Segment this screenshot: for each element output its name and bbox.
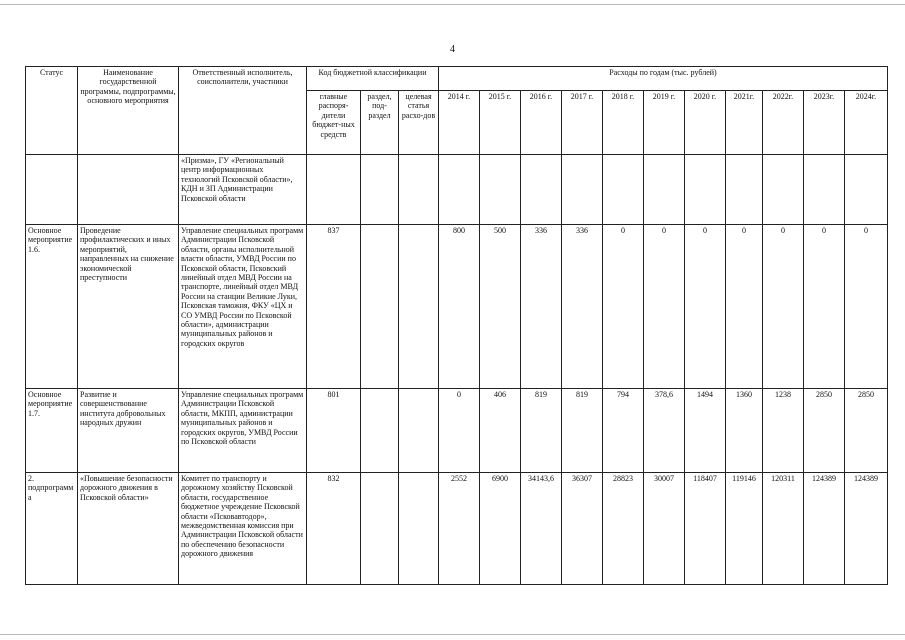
header-status: Статус	[26, 67, 78, 155]
page-number: 4	[450, 44, 455, 55]
cell-value: 406	[480, 389, 521, 473]
cell-value: 819	[562, 389, 603, 473]
header-name: Наименование государственной программы, подпрограммы, основного мероприятия	[78, 67, 179, 155]
cell-value: 118407	[685, 473, 726, 585]
budget-table	[25, 66, 888, 585]
header-expenses: Расходы по годам (тыс. рублей)	[439, 67, 888, 91]
header-year: 2014 г.	[439, 91, 480, 155]
cell-name: «Повышение безопасности дорожного движения в Псковской области»	[78, 473, 179, 585]
table-row	[26, 225, 888, 389]
cell-article	[399, 389, 439, 473]
header-section: раздел, под-раздел	[361, 91, 399, 155]
header-year: 2016 г.	[521, 91, 562, 155]
header-year: 2023г.	[804, 91, 845, 155]
cell-section	[361, 473, 399, 585]
cell-name	[78, 155, 179, 225]
cell-value: 794	[603, 389, 644, 473]
cell-grbs	[307, 155, 361, 225]
cell-executor: Управление специальных программ Администрации Псковской области, МКПП, администрации муниципальных районов и городских округов, УМВД России по Псковской области	[179, 389, 307, 473]
cell-executor: Комитет по транспорту и дорожному хозяйству Псковской области, государственное бюджетное учреждение Псковской области «Псковавтодор», межведомственная комиссия при Администрации Псковской области по обеспечению безопасности дорожного движения	[179, 473, 307, 585]
cell-section	[361, 225, 399, 389]
cell-grbs: 837	[307, 225, 361, 389]
cell-value: 36307	[562, 473, 603, 585]
cell-value: 0	[439, 389, 480, 473]
cell-value	[845, 155, 888, 225]
cell-value: 124389	[845, 473, 888, 585]
cell-value: 1360	[726, 389, 763, 473]
table-row	[26, 473, 888, 585]
cell-status: Основное мероприятие 1.7.	[26, 389, 78, 473]
cell-value	[603, 155, 644, 225]
header-year: 2021г.	[726, 91, 763, 155]
cell-value: 0	[644, 225, 685, 389]
cell-value	[644, 155, 685, 225]
cell-value: 0	[845, 225, 888, 389]
header-year: 2022г.	[763, 91, 804, 155]
header-year: 2019 г.	[644, 91, 685, 155]
cell-value: 2552	[439, 473, 480, 585]
cell-value: 28823	[603, 473, 644, 585]
cell-section	[361, 389, 399, 473]
cell-value: 2850	[804, 389, 845, 473]
header-year: 2017 г.	[562, 91, 603, 155]
cell-value: 500	[480, 225, 521, 389]
cell-value: 124389	[804, 473, 845, 585]
top-edge-line	[0, 4, 905, 5]
cell-value: 819	[521, 389, 562, 473]
header-grbs: главные распоря-дители бюджет-ных средств	[307, 91, 361, 155]
cell-status: 2. подпрограмма	[26, 473, 78, 585]
cell-value: 0	[726, 225, 763, 389]
header-year: 2015 г.	[480, 91, 521, 155]
table-row	[26, 389, 888, 473]
cell-name: Проведение профилактических и иных мероприятий, направленных на снижение экономической преступности	[78, 225, 179, 389]
cell-value: 30007	[644, 473, 685, 585]
cell-value: 119146	[726, 473, 763, 585]
header-executor: Ответственный исполнитель, соисполнители, участники	[179, 67, 307, 155]
cell-value: 378,6	[644, 389, 685, 473]
cell-value: 6900	[480, 473, 521, 585]
cell-name: Развитие и совершенствование института добровольных народных дружин	[78, 389, 179, 473]
cell-section	[361, 155, 399, 225]
cell-executor: Управление специальных программ Администрации Псковской области, органы исполнительной власти области, УМВД России по Псковской области, Псковский линейный отдел МВД России на транспорте, линейный отдел МВД России на станции Великие Луки, Псковская таможня, ФКУ «ЦХ и СО УМВД России по Псковской области», администрации муниципальных районов и городских округов	[179, 225, 307, 389]
cell-value	[804, 155, 845, 225]
header-year: 2018 г.	[603, 91, 644, 155]
header-article: целевая статья расхо-дов	[399, 91, 439, 155]
cell-value	[763, 155, 804, 225]
cell-value: 0	[685, 225, 726, 389]
cell-value: 800	[439, 225, 480, 389]
cell-value: 34143,6	[521, 473, 562, 585]
cell-value	[439, 155, 480, 225]
cell-grbs: 801	[307, 389, 361, 473]
table-row	[26, 155, 888, 225]
cell-value: 2850	[845, 389, 888, 473]
cell-value: 0	[603, 225, 644, 389]
cell-value	[480, 155, 521, 225]
cell-grbs: 832	[307, 473, 361, 585]
cell-value: 336	[521, 225, 562, 389]
cell-status	[26, 155, 78, 225]
cell-value	[726, 155, 763, 225]
cell-value	[685, 155, 726, 225]
cell-article	[399, 155, 439, 225]
cell-value: 120311	[763, 473, 804, 585]
cell-value	[562, 155, 603, 225]
cell-value	[521, 155, 562, 225]
cell-value: 336	[562, 225, 603, 389]
cell-article	[399, 473, 439, 585]
cell-value: 1238	[763, 389, 804, 473]
cell-status: Основное мероприятие 1.6.	[26, 225, 78, 389]
header-year: 2024г.	[845, 91, 888, 155]
cell-value: 0	[763, 225, 804, 389]
cell-executor: «Призма», ГУ «Региональный центр информационных технологий Псковской области», КДН и ЗП Администрации Псковской области	[179, 155, 307, 225]
bottom-edge-line	[0, 634, 905, 635]
cell-value: 0	[804, 225, 845, 389]
header-budget-code: Код бюджетной классификации	[307, 67, 439, 91]
cell-value: 1494	[685, 389, 726, 473]
cell-article	[399, 225, 439, 389]
header-year: 2020 г.	[685, 91, 726, 155]
